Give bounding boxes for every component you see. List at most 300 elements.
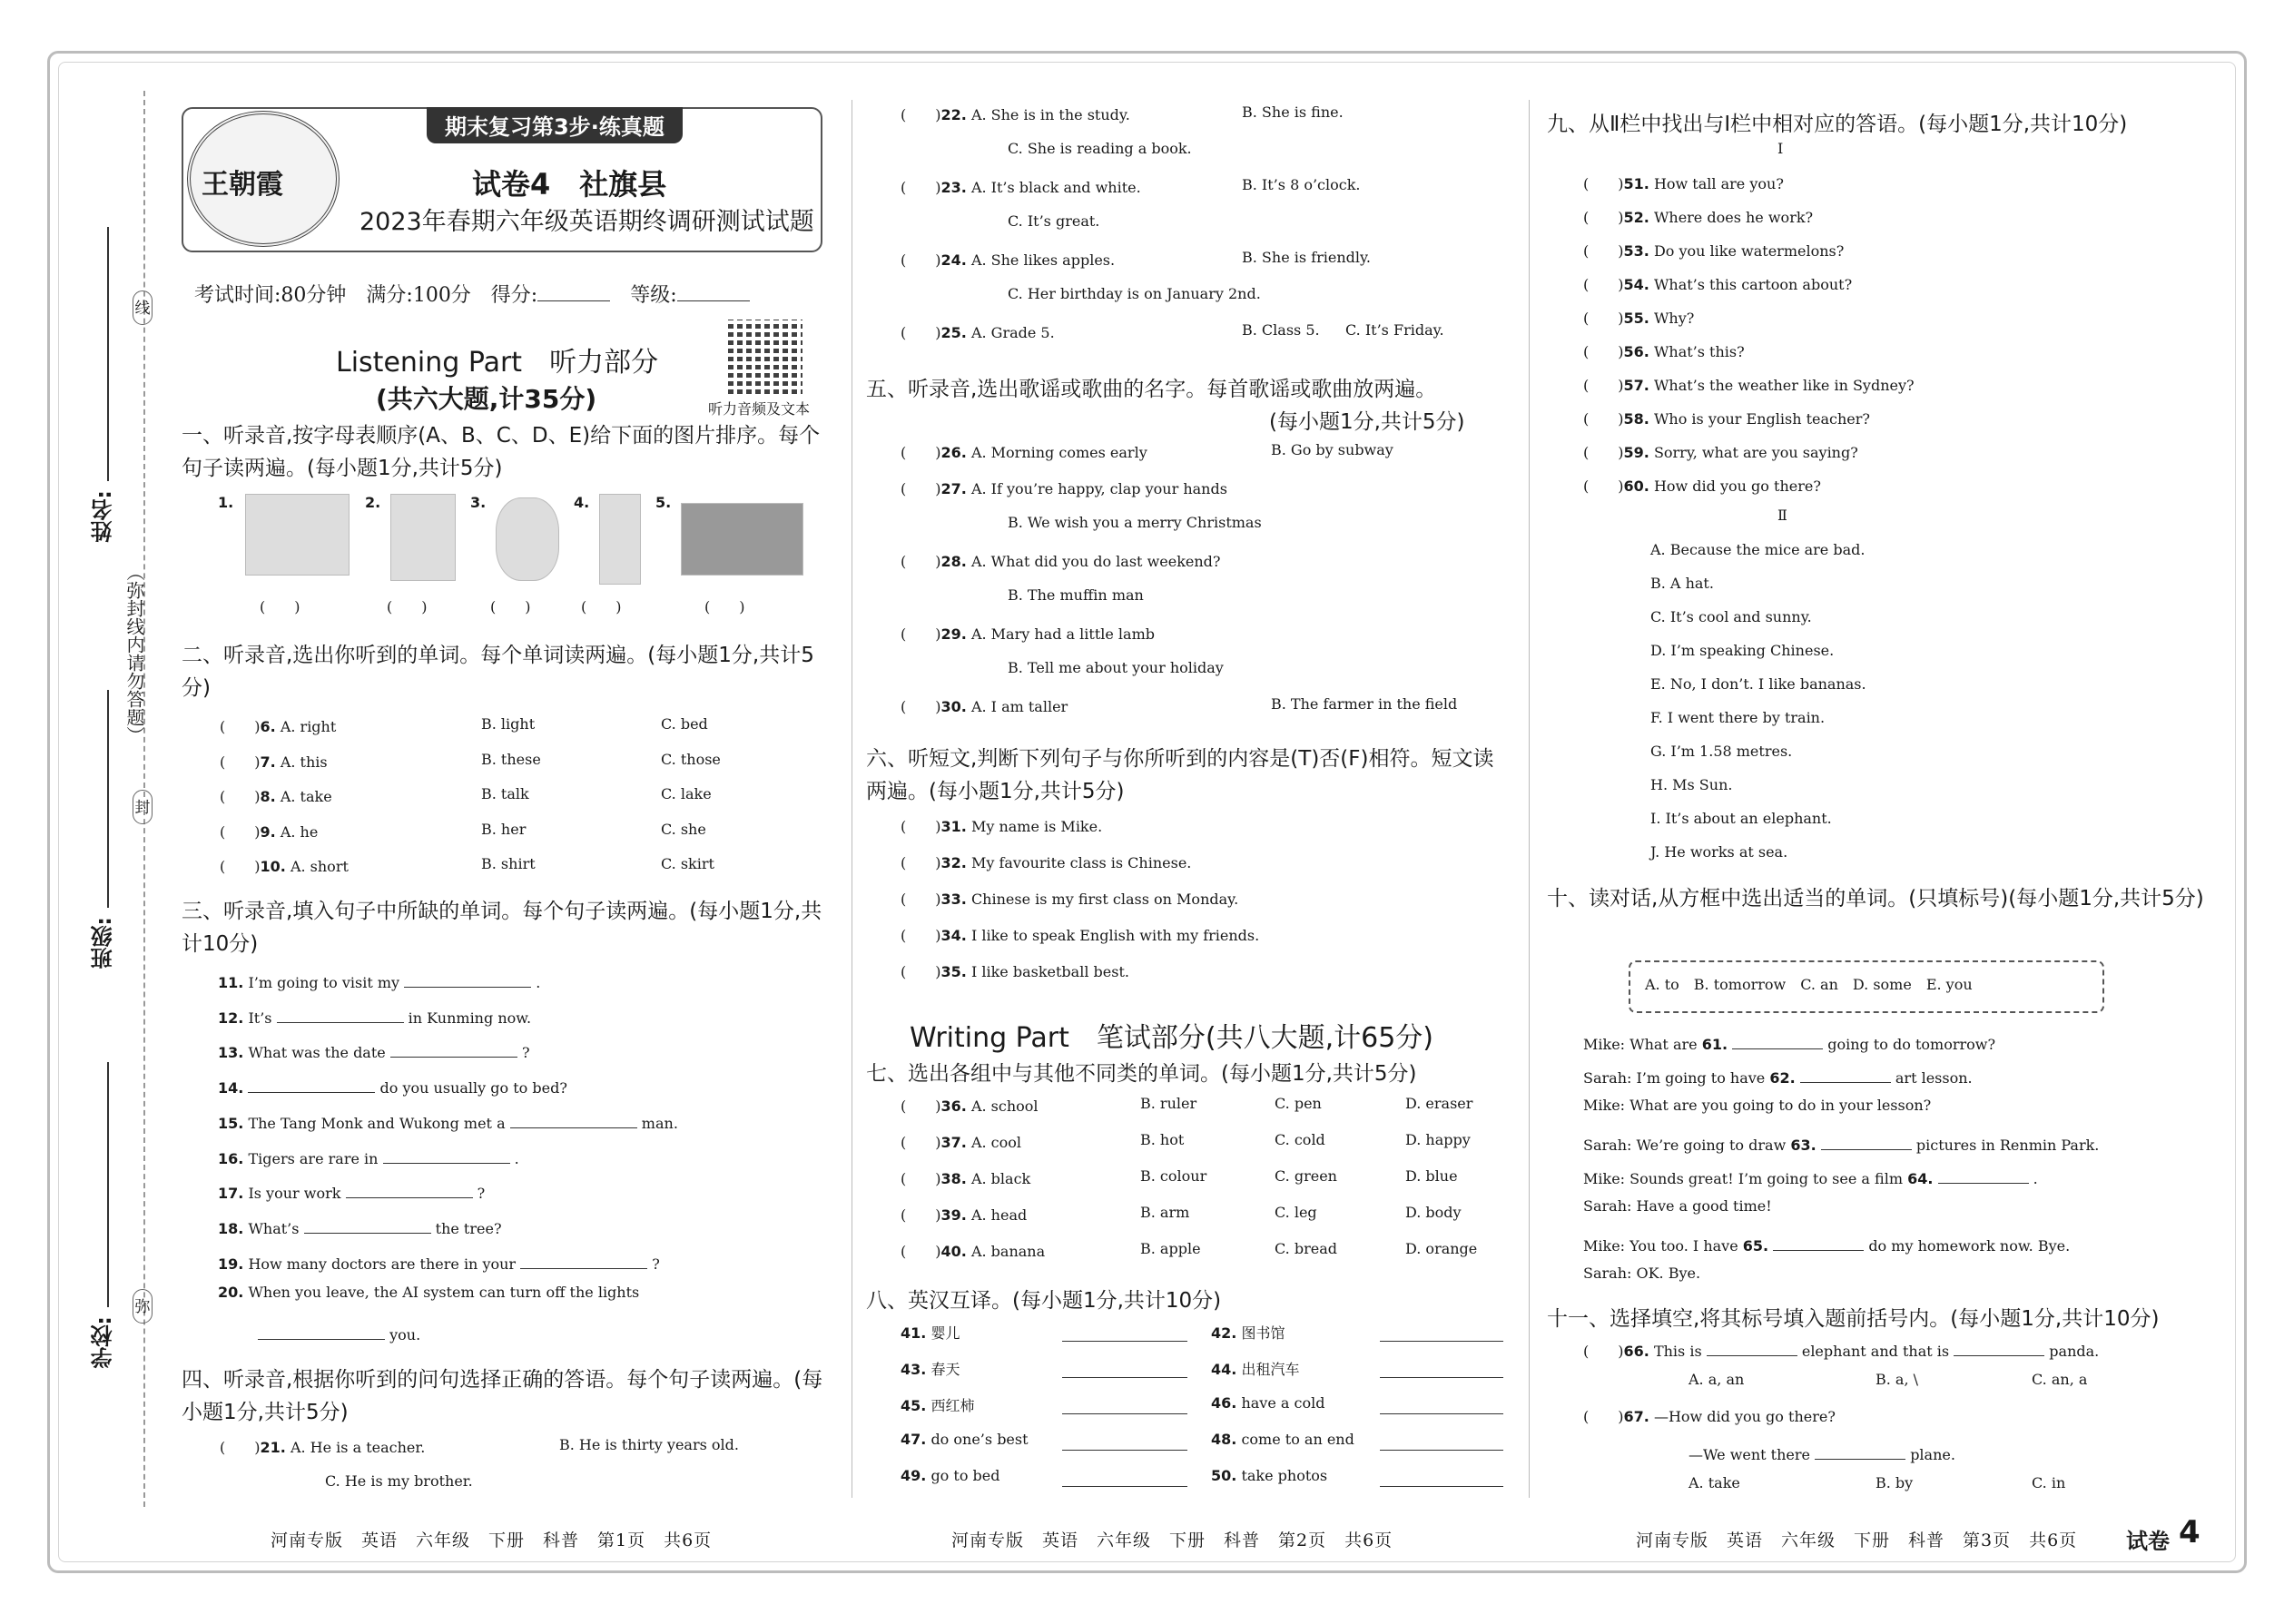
answer-paren[interactable]: ( ) [1583, 209, 1624, 226]
s9-question: How tall are you? [1653, 175, 1784, 192]
s9-num: 53. [1623, 242, 1649, 260]
s8-num: 44. [1211, 1361, 1237, 1378]
answer-paren[interactable]: ( ) [901, 625, 941, 643]
s8-blank[interactable] [1062, 1358, 1187, 1378]
s8-num: 43. [901, 1361, 927, 1378]
answer-paren[interactable]: ( ) [901, 179, 941, 196]
s1-num-2: 2. [365, 494, 381, 511]
s7-c: C. bread [1275, 1240, 1337, 1257]
s7-option-b [1140, 1095, 1196, 1112]
s2-option-b [481, 855, 536, 872]
q67-text2: —We went there [1689, 1446, 1810, 1463]
q20-continued [258, 1320, 420, 1343]
s3-blank[interactable] [248, 1073, 375, 1093]
s10-line [1583, 1097, 1931, 1114]
q25-a: A. Grade 5. [970, 324, 1055, 341]
q66-row: ( )66. This is elephant and that is panda. [1583, 1336, 2099, 1361]
s3-blank[interactable] [520, 1249, 647, 1269]
s5-option-b [1271, 695, 1457, 713]
answer-paren[interactable]: ( ) [901, 480, 941, 497]
name-line [107, 227, 109, 481]
s3-blank[interactable] [383, 1144, 510, 1164]
answer-paren[interactable]: ( ) [901, 927, 941, 944]
s8-blank-left[interactable] [1062, 1467, 1187, 1491]
s5-b: B. Tell me about your holiday [1008, 659, 1224, 676]
s1-num-1: 1. [218, 494, 234, 511]
s8-blank-left[interactable] [1062, 1322, 1187, 1345]
s8-text: 图书馆 [1241, 1324, 1285, 1342]
listening-title: Listening Part 听力部分 [336, 347, 659, 379]
s3-blank[interactable] [277, 1003, 404, 1023]
answer-paren-3[interactable]: ( ) [490, 598, 531, 615]
s6-row [901, 815, 1102, 836]
s8-row-left [901, 1322, 960, 1343]
s10-text-after: do my homework now. Bye. [1868, 1237, 2071, 1255]
s8-num: 45. [901, 1397, 927, 1414]
s9-answer: B. A hat. [1650, 575, 1714, 592]
s6-row [901, 960, 1129, 981]
answer-paren[interactable]: ( ) [1583, 310, 1624, 327]
paper-number: 4 [2179, 1514, 2200, 1550]
answer-paren[interactable]: ( ) [901, 324, 941, 341]
s9-answer: J. He works at sea. [1650, 843, 1788, 861]
grade-blank[interactable] [677, 281, 750, 301]
s8-blank-left[interactable] [1062, 1358, 1187, 1382]
s9-row [1583, 206, 1813, 227]
s8-blank[interactable] [1062, 1322, 1187, 1342]
s10-options: A. to B. tomorrow C. an D. some E. you [1645, 976, 1973, 993]
s8-row-right [1211, 1431, 1354, 1448]
answer-paren-1[interactable]: ( ) [260, 598, 300, 615]
s11-heading: 十一、选择填空,将其标号填入题前括号内。(每小题1分,共计10分) [1547, 1307, 2160, 1331]
answer-paren[interactable]: ( ) [1583, 242, 1624, 260]
s8-row-right [1211, 1322, 1285, 1343]
answer-paren[interactable]: ( ) [1583, 276, 1624, 293]
picture-doctor [681, 503, 803, 576]
s9-answer: G. I’m 1.58 metres. [1650, 743, 1793, 760]
q23-b: B. It’s 8 o’clock. [1242, 176, 1361, 193]
s3-blank[interactable] [304, 1214, 431, 1234]
answer-paren[interactable]: ( ) [901, 1206, 941, 1224]
answer-paren[interactable]: ( ) [901, 553, 941, 570]
s6-num: 33. [940, 891, 967, 908]
s3-after: the tree? [435, 1219, 502, 1237]
s7-d: D. blue [1405, 1167, 1458, 1185]
q66-blank-1[interactable] [1707, 1336, 1797, 1356]
answer-paren[interactable]: ( ) [1583, 377, 1624, 394]
s7-a: A. banana [970, 1243, 1046, 1260]
q66-num: 66. [1623, 1343, 1649, 1360]
s2-a: A. this [280, 753, 328, 771]
s6-row [901, 888, 1238, 909]
s8-row-right [1211, 1467, 1327, 1484]
s8-blank-left[interactable] [1062, 1431, 1187, 1454]
s8-blank[interactable] [1062, 1431, 1187, 1451]
s9-question: What’s this cartoon about? [1653, 276, 1853, 293]
s5-b: B. The farmer in the field [1271, 695, 1458, 713]
s5-b: B. Go by subway [1271, 441, 1393, 458]
s3-row [218, 1284, 639, 1301]
q67-row-b [1689, 1440, 1955, 1463]
q22-option-b [1242, 103, 1344, 121]
s3-blank[interactable] [346, 1178, 473, 1198]
s2-b: B. talk [481, 785, 529, 802]
s9-num: 55. [1623, 310, 1649, 327]
s9-answer-row [1650, 843, 1787, 861]
s7-option-d [1405, 1095, 1472, 1112]
s3-blank[interactable] [390, 1038, 517, 1058]
s2-c: C. lake [661, 785, 712, 802]
answer-paren[interactable]: ( ) [220, 718, 261, 735]
s10-blank[interactable] [1938, 1164, 2029, 1184]
s3-before: I’m going to visit my [248, 974, 400, 991]
s10-num: 64. [1907, 1170, 1934, 1187]
s3-after: man. [641, 1114, 678, 1132]
answer-paren-5[interactable]: ( ) [704, 598, 745, 615]
s10-line [1583, 1029, 1995, 1053]
s2-num: 9. [260, 822, 276, 841]
s7-option-c [1275, 1240, 1337, 1257]
answer-paren[interactable]: ( ) [901, 698, 941, 715]
q22-row [901, 103, 1130, 124]
s7-option-c [1275, 1131, 1325, 1148]
q66-c: C. an, a [2032, 1371, 2088, 1388]
s3-row [218, 1073, 567, 1097]
q21-c: C. He is my brother. [325, 1472, 473, 1490]
s5-num: 28. [940, 553, 967, 570]
s3-after: . [514, 1149, 519, 1167]
answer-paren[interactable]: ( ) [901, 106, 941, 123]
s9-answer-row [1650, 675, 1866, 693]
s9-row [1583, 273, 1852, 294]
s6-num: 31. [940, 818, 967, 835]
s2-row [220, 785, 332, 806]
answer-paren[interactable]: ( ) [901, 251, 941, 269]
s7-c: C. pen [1275, 1095, 1322, 1112]
s7-num: 39. [940, 1206, 967, 1224]
s7-option-d [1405, 1131, 1471, 1148]
s2-row [220, 855, 349, 876]
school-line [107, 1062, 109, 1307]
s9-num: 52. [1623, 209, 1649, 226]
s2-option-b [481, 751, 541, 768]
s8-text: 春天 [930, 1361, 960, 1378]
s8-num: 47. [901, 1431, 927, 1448]
s2-c: C. skirt [661, 855, 714, 872]
answer-paren[interactable]: ( ) [1583, 477, 1624, 495]
s9-question: Where does he work? [1653, 209, 1814, 226]
s7-option-c [1275, 1167, 1337, 1185]
grade-label: 等级: [630, 284, 677, 307]
s3-before: The Tang Monk and Wukong met a [248, 1114, 506, 1132]
s8-blank-right[interactable] [1380, 1394, 1503, 1418]
q25-option-c [1345, 321, 1444, 339]
s3-num: 14. [218, 1079, 244, 1097]
s10-num: 65. [1742, 1237, 1769, 1255]
answer-paren[interactable]: ( ) [901, 444, 941, 461]
q66-text1: This is [1653, 1343, 1702, 1360]
answer-paren[interactable]: ( ) [220, 858, 261, 875]
s1-num-4: 4. [574, 494, 590, 511]
s2-b: B. shirt [481, 855, 536, 872]
footer-page-3: 河南专版 英语 六年级 下册 科普 第3页 共6页 [1636, 1530, 2078, 1550]
s2-num: 10. [260, 858, 286, 875]
q24-option-c [1008, 285, 1261, 302]
answer-paren[interactable]: ( ) [901, 963, 941, 980]
s5-num: 30. [940, 698, 967, 715]
s8-num: 48. [1211, 1431, 1237, 1448]
s3-num: 12. [218, 1009, 244, 1027]
s3-blank[interactable] [404, 968, 531, 988]
q23-c: C. It’s great. [1008, 212, 1100, 230]
s3-num: 13. [218, 1044, 244, 1062]
s10-text: Mike: Sounds great! I’m going to see a film [1583, 1170, 1903, 1187]
q25-b: B. Class 5. [1242, 321, 1320, 339]
s7-row [901, 1167, 1030, 1188]
q23-option-b [1242, 176, 1361, 193]
s9-num: 60. [1623, 477, 1649, 495]
s7-option-b [1140, 1167, 1206, 1185]
q67-c: C. in [2032, 1474, 2066, 1491]
s5-num: 27. [940, 480, 967, 497]
s7-a: A. cool [970, 1134, 1022, 1151]
s8-blank-right[interactable] [1380, 1322, 1503, 1345]
answer-paren[interactable]: ( ) [901, 854, 941, 871]
s2-option-c [661, 855, 714, 872]
s9-answer-row [1650, 810, 1832, 827]
school-label: 学校: [91, 1316, 116, 1369]
answer-paren[interactable]: ( ) [220, 788, 261, 805]
s5-heading: 五、听录音,选出歌谣或歌曲的名字。每首歌谣或歌曲放两遍。 [866, 378, 1437, 401]
seal-warning: （弥封线内请勿答题） [123, 563, 145, 744]
s9-question: How did you go there? [1653, 477, 1821, 495]
s9-row [1583, 475, 1821, 496]
q66-blank-2[interactable] [1954, 1336, 2044, 1356]
s9-num: 58. [1623, 410, 1649, 428]
exam-title: 试卷4 社旗县 [472, 167, 667, 202]
answer-paren[interactable]: ( ) [901, 1243, 941, 1260]
q20-blank[interactable] [258, 1320, 385, 1340]
s9-answer-row [1650, 608, 1812, 625]
s10-blank[interactable] [1800, 1063, 1891, 1083]
s2-c: C. she [661, 820, 706, 838]
q66-text3: panda. [2049, 1343, 2100, 1360]
s5-option-b [1008, 586, 1144, 604]
s10-text: Mike: What are [1583, 1036, 1698, 1053]
answer-paren[interactable]: ( ) [901, 818, 941, 835]
score-blank[interactable] [537, 281, 610, 301]
column-divider-2 [1529, 100, 1530, 1498]
s3-blank[interactable] [510, 1108, 637, 1128]
writing-title: Writing Part 笔试部分(共八大题,计65分) [910, 1022, 1434, 1054]
s2-b: B. her [481, 820, 527, 838]
s10-text: Mike: What are you going to do in your lesson? [1583, 1097, 1932, 1114]
s8-blank-right[interactable] [1380, 1431, 1503, 1454]
meta-text: 考试时间:80分钟 满分:100分 得分: [194, 284, 538, 307]
s2-num: 7. [260, 753, 276, 771]
s10-num: 63. [1790, 1137, 1816, 1154]
s5-option-b [1271, 441, 1393, 458]
answer-paren[interactable]: ( ) [220, 822, 261, 841]
s10-line [1583, 1265, 1700, 1282]
s9-col1-label: Ⅰ [1777, 140, 1784, 157]
s2-a: A. he [280, 822, 319, 841]
s10-line [1583, 1164, 2038, 1187]
s7-row [901, 1095, 1039, 1116]
s9-question: Do you like watermelons? [1653, 242, 1845, 260]
answer-paren[interactable]: ( ) [1583, 343, 1624, 360]
q23-num: 23. [940, 179, 967, 196]
s6-text: My favourite class is Chinese. [970, 854, 1192, 871]
s2-option-c [661, 785, 712, 802]
s3-before: Is your work [248, 1185, 341, 1203]
s2-num: 6. [260, 718, 276, 735]
s9-question: Who is your English teacher? [1653, 410, 1870, 428]
s9-row [1583, 172, 1784, 193]
s2-option-b [481, 785, 529, 802]
s9-heading: 九、从Ⅱ栏中找出与Ⅰ栏中相对应的答语。(每小题1分,共计10分) [1547, 113, 2128, 136]
q67-blank[interactable] [1815, 1440, 1905, 1460]
s8-row-left [901, 1394, 974, 1415]
answer-paren[interactable]: ( ) [220, 753, 261, 771]
s10-line [1583, 1130, 2099, 1154]
s8-blank[interactable] [1380, 1431, 1503, 1451]
s8-blank[interactable] [1062, 1467, 1187, 1487]
s10-text-after: pictures in Renmin Park. [1915, 1137, 2100, 1154]
s8-row-left [901, 1431, 1029, 1448]
s7-option-d [1405, 1240, 1477, 1257]
s3-num: 19. [218, 1255, 244, 1273]
s2-row [220, 821, 318, 842]
s3-after: do you usually go to bed? [379, 1079, 567, 1097]
s2-a: A. right [280, 718, 337, 735]
s6-heading: 六、听短文,判断下列句子与你所听到的内容是(T)否(F)相符。短文读两遍。(每小题1分,共计5分) [866, 747, 1494, 803]
s8-text: come to an end [1241, 1431, 1354, 1448]
s6-num: 35. [940, 963, 967, 980]
s7-row [901, 1240, 1045, 1261]
s1-heading: 一、听录音,按字母表顺序(A、B、C、D、E)给下面的图片排序。每个句子读两遍。(每小题1分,共计5分) [182, 424, 821, 480]
answer-paren[interactable]: ( ) [901, 1097, 941, 1115]
s7-d: D. eraser [1405, 1095, 1473, 1112]
answer-paren[interactable]: ( ) [1583, 175, 1624, 192]
s10-line [1583, 1197, 1772, 1215]
picture-traffic-light [599, 494, 641, 585]
s5-a: A. If you’re happy, clap your hands [970, 480, 1227, 497]
s8-blank[interactable] [1380, 1358, 1503, 1378]
s5-a: A. What did you do last weekend? [970, 553, 1221, 570]
s3-num: 15. [218, 1114, 244, 1132]
s9-row [1583, 240, 1844, 261]
s8-text: take photos [1241, 1467, 1328, 1484]
s7-num: 37. [940, 1134, 967, 1151]
s10-text-after: going to do tomorrow? [1827, 1036, 1996, 1053]
s6-text: My name is Mike. [970, 818, 1103, 835]
q67-b: B. by [1876, 1474, 1914, 1491]
s3-before: How many doctors are there in your [248, 1255, 517, 1273]
s9-num: 54. [1623, 276, 1649, 293]
answer-paren[interactable]: ( ) [1583, 410, 1624, 428]
s3-before: What was the date [248, 1044, 386, 1062]
s8-blank[interactable] [1380, 1467, 1503, 1487]
s3-row [218, 1214, 502, 1237]
s3-num: 20. [218, 1284, 244, 1302]
s9-question: Sorry, what are you saying? [1653, 444, 1858, 461]
s7-heading: 七、选出各组中与其他不同类的单词。(每小题1分,共计5分) [866, 1062, 1417, 1086]
s7-a: A. school [970, 1097, 1039, 1115]
s2-c: C. bed [661, 715, 708, 733]
s8-blank[interactable] [1380, 1394, 1503, 1414]
s7-b: B. colour [1140, 1167, 1207, 1185]
s9-answer-row [1650, 541, 1865, 558]
q22-option-c [1008, 140, 1192, 157]
s7-d: D. orange [1405, 1240, 1478, 1257]
s9-question: What’s the weather like in Sydney? [1653, 377, 1915, 394]
cut-label-3: 弥 [133, 1289, 153, 1324]
answer-paren[interactable]: ( ) [901, 1134, 941, 1151]
s10-num: 61. [1701, 1036, 1728, 1053]
s9-answer: D. I’m speaking Chinese. [1650, 642, 1835, 659]
s10-blank[interactable] [1821, 1130, 1912, 1150]
answer-paren[interactable]: ( ) [1583, 444, 1624, 461]
s5-row [901, 550, 1220, 571]
s8-heading: 八、英汉互译。(每小题1分,共计10分) [866, 1289, 1222, 1313]
s7-option-d [1405, 1167, 1458, 1185]
answer-paren-2[interactable]: ( ) [387, 598, 428, 615]
s8-text: have a cold [1241, 1394, 1325, 1412]
q66-b: B. a, \ [1876, 1371, 1919, 1388]
s7-b: B. apple [1140, 1240, 1201, 1257]
s6-row [901, 924, 1259, 945]
s5-row [901, 623, 1155, 644]
qr-code-icon[interactable] [728, 320, 802, 394]
listening-subtitle: (共六大题,计35分) [376, 384, 597, 414]
cut-label-2: 封 [133, 790, 153, 824]
header-badge: 期末复习第3步·练真题 [427, 107, 683, 143]
s8-blank-left[interactable] [1062, 1394, 1187, 1418]
s3-before: What’s [248, 1219, 300, 1237]
s7-option-b [1140, 1204, 1189, 1221]
answer-paren[interactable]: ( ) [901, 891, 941, 908]
s8-blank-right[interactable] [1380, 1358, 1503, 1382]
answer-paren-4[interactable]: ( ) [581, 598, 622, 615]
s10-blank[interactable] [1773, 1231, 1864, 1251]
s3-before: It’s [248, 1009, 272, 1027]
s9-question: Why? [1653, 310, 1695, 327]
q67-row: ( )67. —How did you go there? [1583, 1408, 1836, 1425]
s3-after: ? [652, 1255, 660, 1273]
s9-answer: A. Because the mice are bad. [1650, 541, 1866, 558]
q25-option-b [1242, 321, 1320, 339]
s8-blank[interactable] [1380, 1322, 1503, 1342]
s9-col2-label: Ⅱ [1777, 507, 1787, 524]
s9-num: 51. [1623, 175, 1649, 192]
answer-paren[interactable]: ( ) [901, 1170, 941, 1187]
s9-answer: I. It’s about an elephant. [1650, 810, 1832, 827]
s10-heading: 十、读对话,从方框中选出适当的单词。(只填标号)(每小题1分,共计5分) [1547, 887, 2204, 910]
s8-text: go to bed [930, 1467, 1000, 1484]
s3-row [218, 1249, 660, 1273]
s9-num: 57. [1623, 377, 1649, 394]
s8-blank-right[interactable] [1380, 1467, 1503, 1491]
s5-row [901, 695, 1068, 716]
s7-c: C. leg [1275, 1204, 1317, 1221]
q24-num: 24. [940, 251, 967, 269]
s8-blank[interactable] [1062, 1394, 1187, 1414]
s10-blank[interactable] [1732, 1029, 1823, 1049]
s8-row-left [901, 1467, 1000, 1484]
s3-after: ? [521, 1044, 530, 1062]
picture-panda [496, 497, 559, 581]
